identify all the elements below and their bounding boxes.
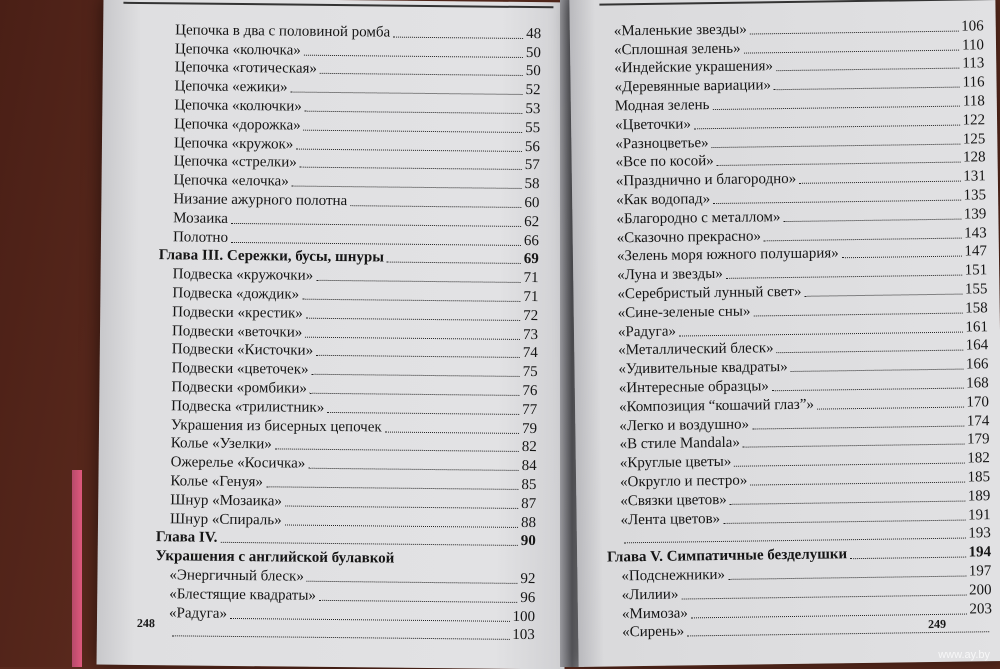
toc-entry-page: 203 <box>969 600 992 618</box>
dot-leader <box>850 556 965 560</box>
dot-leader <box>230 616 510 621</box>
toc-entry-title: «Празднично и благородно» <box>615 171 797 190</box>
dot-leader <box>350 204 521 208</box>
toc-entry-title: Колье «Генуя» <box>170 473 264 491</box>
toc-entry-title: «Подснежники» <box>621 566 726 585</box>
dot-leader <box>385 430 519 433</box>
toc-entry-page: 155 <box>964 281 988 298</box>
toc-entry-page: 194 <box>968 544 992 561</box>
toc-entry-title: Цепочка в два с половиной ромба <box>175 22 391 41</box>
toc-entry-page: 125 <box>962 130 986 148</box>
toc-entry-title: Цепочка «стрелки» <box>173 153 297 171</box>
toc-entry-title: Низание ажурного полотна <box>173 191 348 210</box>
toc-entry-page: 90 <box>520 533 536 550</box>
toc-entry-title: Украшения с английской булавкой <box>155 548 395 567</box>
toc-entry-page: 55 <box>525 119 541 136</box>
dot-leader <box>296 147 522 151</box>
toc-entry-page: 166 <box>965 356 989 373</box>
toc-entry-page: 48 <box>526 25 542 42</box>
dot-leader <box>231 240 521 245</box>
toc-entry-title: Цепочка «кружок» <box>173 134 294 153</box>
toc-entry-title: «В стиле Mandala» <box>619 435 741 453</box>
dot-leader <box>777 349 963 354</box>
toc-entry-page: 185 <box>967 469 991 486</box>
toc-entry-page: 84 <box>521 458 537 475</box>
toc-entry-page: 170 <box>966 393 990 411</box>
toc-entry-page: 92 <box>520 570 536 588</box>
toc-entry-page: 191 <box>967 506 991 524</box>
dot-leader <box>723 518 965 523</box>
toc-entry-title: «Лента цветов» <box>620 510 721 528</box>
toc-entry-page: 76 <box>522 382 538 400</box>
toc-entry-page: 106 <box>961 18 984 35</box>
dot-leader <box>776 67 959 72</box>
dot-leader <box>275 448 519 453</box>
dot-leader <box>397 563 532 565</box>
toc-entry-page: 71 <box>523 270 539 287</box>
left-page-number: 248 <box>136 615 156 631</box>
toc-entry-title: «Сине-зеленые сны» <box>617 303 751 322</box>
dot-leader <box>734 462 964 467</box>
watermark: www.ay.by <box>938 649 990 661</box>
toc-entry-title: «Металлический блеск» <box>618 340 774 359</box>
dot-leader <box>764 236 961 241</box>
toc-entry-title: Шнур «Спираль» <box>169 510 282 528</box>
toc-entry-title: Цепочка «колючка» <box>174 40 301 59</box>
toc-entry-page: 79 <box>521 420 538 437</box>
toc-entry-page: 87 <box>521 495 537 512</box>
toc-entry-title: Подвеска «дождик» <box>172 285 300 303</box>
toc-entry-title: Подвеска «кружочки» <box>172 266 314 284</box>
dot-leader <box>316 279 520 283</box>
toc-entry-title: «Все по косой» <box>615 153 714 171</box>
toc-entry-title: «Разноцветье» <box>615 134 709 152</box>
toc-entry-page: 50 <box>525 63 541 80</box>
toc-entry-title: «Интересные образцы» <box>618 378 769 397</box>
right-page <box>569 0 1000 667</box>
toc-entry-page: 53 <box>525 100 541 118</box>
dot-leader <box>305 335 520 339</box>
dot-leader <box>713 199 961 204</box>
toc-entry-title: Подвески «Кисточки» <box>171 341 314 360</box>
toc-entry-title: «Блестящие квадраты» <box>169 585 317 604</box>
dot-leader <box>291 91 523 95</box>
dot-leader <box>842 255 962 259</box>
toc-entry-page: 62 <box>524 213 540 230</box>
toc-entry-page: 96 <box>520 589 536 606</box>
toc-entry-page: 122 <box>962 112 986 129</box>
toc-entry-page: 131 <box>963 168 986 185</box>
toc-entry-title: Модная зелень <box>614 97 710 115</box>
toc-entry-page: 147 <box>964 243 988 260</box>
toc-entry-title: «Маленькие звезды» <box>613 21 747 40</box>
left-toc <box>155 20 541 644</box>
toc-entry-page: 113 <box>962 55 985 72</box>
toc-entry-page: 174 <box>966 412 990 430</box>
toc-entry-page: 151 <box>964 262 988 279</box>
toc-entry-title: Подвески «ромбики» <box>171 379 307 397</box>
dot-leader <box>752 424 964 429</box>
toc-entry-page: 164 <box>965 337 989 354</box>
dot-leader <box>307 580 518 584</box>
dot-leader <box>311 373 519 377</box>
dot-leader <box>712 142 960 147</box>
dot-leader <box>774 86 960 91</box>
toc-entry-title: «Мимоза» <box>621 604 688 622</box>
dot-leader <box>753 311 962 316</box>
toc-entry-title: Цепочка «колючки» <box>174 97 302 115</box>
toc-entry-title: «Округло и пестро» <box>619 472 748 491</box>
toc-entry-title: «Сирень» <box>622 623 685 641</box>
toc-entry-page: 182 <box>967 450 990 467</box>
toc-entry-title: Цепочка «дорожка» <box>174 116 301 134</box>
dot-leader <box>172 635 510 641</box>
toc-entry-title: Подвески «веточки» <box>171 322 303 341</box>
dot-leader <box>316 354 520 358</box>
toc-entry-title: Подвеска «трилистник» <box>171 398 325 416</box>
dot-leader <box>730 499 965 504</box>
dot-leader <box>691 612 967 618</box>
dot-leader <box>310 392 520 396</box>
dot-leader <box>712 105 959 110</box>
toc-entry-page: 82 <box>521 439 537 456</box>
toc-entry-title: «Сказочно прекрасно» <box>616 227 762 246</box>
toc-entry-title: «Серебристый лунный свет» <box>617 283 802 303</box>
toc-entry-page: 158 <box>965 299 988 317</box>
toc-entry <box>155 622 535 645</box>
toc-entry-page: 74 <box>522 345 538 362</box>
toc-entry-title: Цепочка «готическая» <box>174 59 318 78</box>
toc-entry-title: «Связки цветов» <box>620 491 727 510</box>
toc-entry-page: 143 <box>964 224 987 242</box>
toc-entry-page: 116 <box>962 74 985 91</box>
dot-leader <box>679 330 963 336</box>
toc-entry-title: Подвески «цветочек» <box>171 360 309 378</box>
dot-leader <box>784 217 961 221</box>
dot-leader <box>750 29 959 34</box>
toc-entry-page: 200 <box>969 581 992 599</box>
toc-entry-page: 100 <box>512 608 536 625</box>
dot-leader <box>681 593 966 599</box>
toc-entry-title: Подвески «крестик» <box>172 304 303 322</box>
dot-leader <box>300 166 522 170</box>
toc-entry-title: Цепочка «ежики» <box>174 78 288 96</box>
toc-entry-page: 110 <box>961 36 985 54</box>
toc-entry-title: Полотно <box>172 228 229 246</box>
toc-entry-title: «Луна и звезды» <box>617 266 723 284</box>
toc-entry-title: Глава IV. <box>155 529 218 547</box>
toc-entry-page: 58 <box>524 176 540 193</box>
toc-entry-page: 50 <box>525 44 542 61</box>
toc-entry-page: 128 <box>962 149 986 166</box>
toc-entry-title: «Индейские украшения» <box>614 58 774 77</box>
cover-edge <box>72 470 82 667</box>
dot-leader <box>304 53 523 57</box>
toc-entry-title: «Радуга» <box>617 323 677 340</box>
dot-leader <box>726 274 962 279</box>
toc-entry-title: «Энергичный блеск» <box>169 567 304 585</box>
toc-entry-title: Украшения из бисерных цепочек <box>170 416 382 436</box>
toc-entry-page: 103 <box>512 627 535 644</box>
header-rule <box>123 2 553 9</box>
dot-leader <box>304 128 523 132</box>
toc-entry-page: 135 <box>963 187 987 204</box>
toc-entry-title: «Сплошная зелень» <box>613 40 741 59</box>
dot-leader <box>327 411 519 415</box>
toc-entry-page: 75 <box>522 364 538 381</box>
toc-entry-title: Колье «Узелки» <box>170 435 272 453</box>
toc-entry-page: 197 <box>968 563 992 580</box>
toc-entry-title: «Цветочки» <box>614 116 692 134</box>
dot-leader <box>791 368 963 372</box>
left-page <box>97 0 572 669</box>
toc-entry-page: 85 <box>521 476 537 494</box>
toc-entry-title: «Легко и воздушно» <box>619 416 750 434</box>
toc-entry-title: «Как водопад» <box>616 191 711 209</box>
dot-leader <box>220 541 517 546</box>
dot-leader <box>772 387 963 392</box>
dot-leader <box>393 35 523 38</box>
toc-entry-page: 60 <box>524 194 540 212</box>
dot-leader <box>285 504 518 508</box>
toc-entry-page: 118 <box>962 93 985 110</box>
toc-entry-page: 57 <box>524 157 540 174</box>
dot-leader <box>728 574 966 579</box>
right-toc <box>600 16 993 642</box>
dot-leader <box>750 480 964 485</box>
toc-entry-page: 168 <box>966 375 989 392</box>
toc-entry-title: Мозаика <box>173 210 229 227</box>
toc-entry-page: 73 <box>522 326 539 343</box>
toc-entry-page: 72 <box>523 307 539 324</box>
toc-entry-page: 69 <box>523 251 539 268</box>
toc-entry-title: Ожерелье «Косичка» <box>170 454 306 472</box>
toc-entry-title: «Благородно с металлом» <box>616 208 781 228</box>
dot-leader <box>817 405 964 409</box>
toc-entry-title: «Композиция “кошачий глаз”» <box>618 396 815 416</box>
dot-leader <box>302 298 520 302</box>
toc-entry-page: 71 <box>523 288 539 306</box>
toc-entry-page: 88 <box>520 514 537 531</box>
dot-leader <box>266 485 518 490</box>
toc-entry-title: Глава III. Сережки, бусы, шнуры <box>158 247 385 266</box>
toc-entry-title: «Радуга» <box>168 604 228 622</box>
dot-leader <box>694 123 960 129</box>
toc-entry-page: 77 <box>522 401 538 418</box>
dot-leader <box>320 72 523 76</box>
toc-entry-page: 189 <box>967 487 991 505</box>
toc-entry <box>155 603 535 626</box>
dot-leader <box>804 293 962 297</box>
right-page-number: 249 <box>927 616 947 632</box>
dot-leader <box>387 261 521 264</box>
toc-entry-page: 66 <box>523 232 540 249</box>
toc-entry-title: «Деревянные вариации» <box>614 77 772 96</box>
dot-leader <box>717 161 960 166</box>
toc-entry-page: 161 <box>965 318 989 336</box>
toc-entry-page: 193 <box>968 525 991 542</box>
dot-leader <box>743 443 964 448</box>
toc-entry-page: 52 <box>525 82 541 99</box>
dot-leader <box>285 523 518 527</box>
toc-entry-title: «Зелень моря южного полушария» <box>616 245 839 265</box>
toc-entry-page: 139 <box>963 205 987 223</box>
toc-entry-title: Цепочка «елочка» <box>173 172 289 190</box>
dot-leader <box>308 467 518 471</box>
toc-entry-title: «Удивительные квадраты» <box>618 359 788 378</box>
toc-entry-title: «Круглые цветы» <box>619 453 732 472</box>
dot-leader <box>744 48 960 53</box>
dot-leader <box>305 110 523 114</box>
toc-entry-title: Глава V. Симпатичные безделушки <box>607 546 848 566</box>
dot-leader <box>799 180 960 184</box>
toc-entry-page: 56 <box>524 138 541 155</box>
dot-leader <box>306 316 520 320</box>
dot-leader <box>319 599 517 603</box>
header-rule <box>599 0 999 6</box>
toc-entry-title: «Лилии» <box>621 586 679 604</box>
toc-entry-page: 179 <box>966 431 990 448</box>
dot-leader <box>231 222 521 227</box>
toc-entry-title: Шнур «Мозаика» <box>170 492 283 510</box>
dot-leader <box>292 185 522 189</box>
